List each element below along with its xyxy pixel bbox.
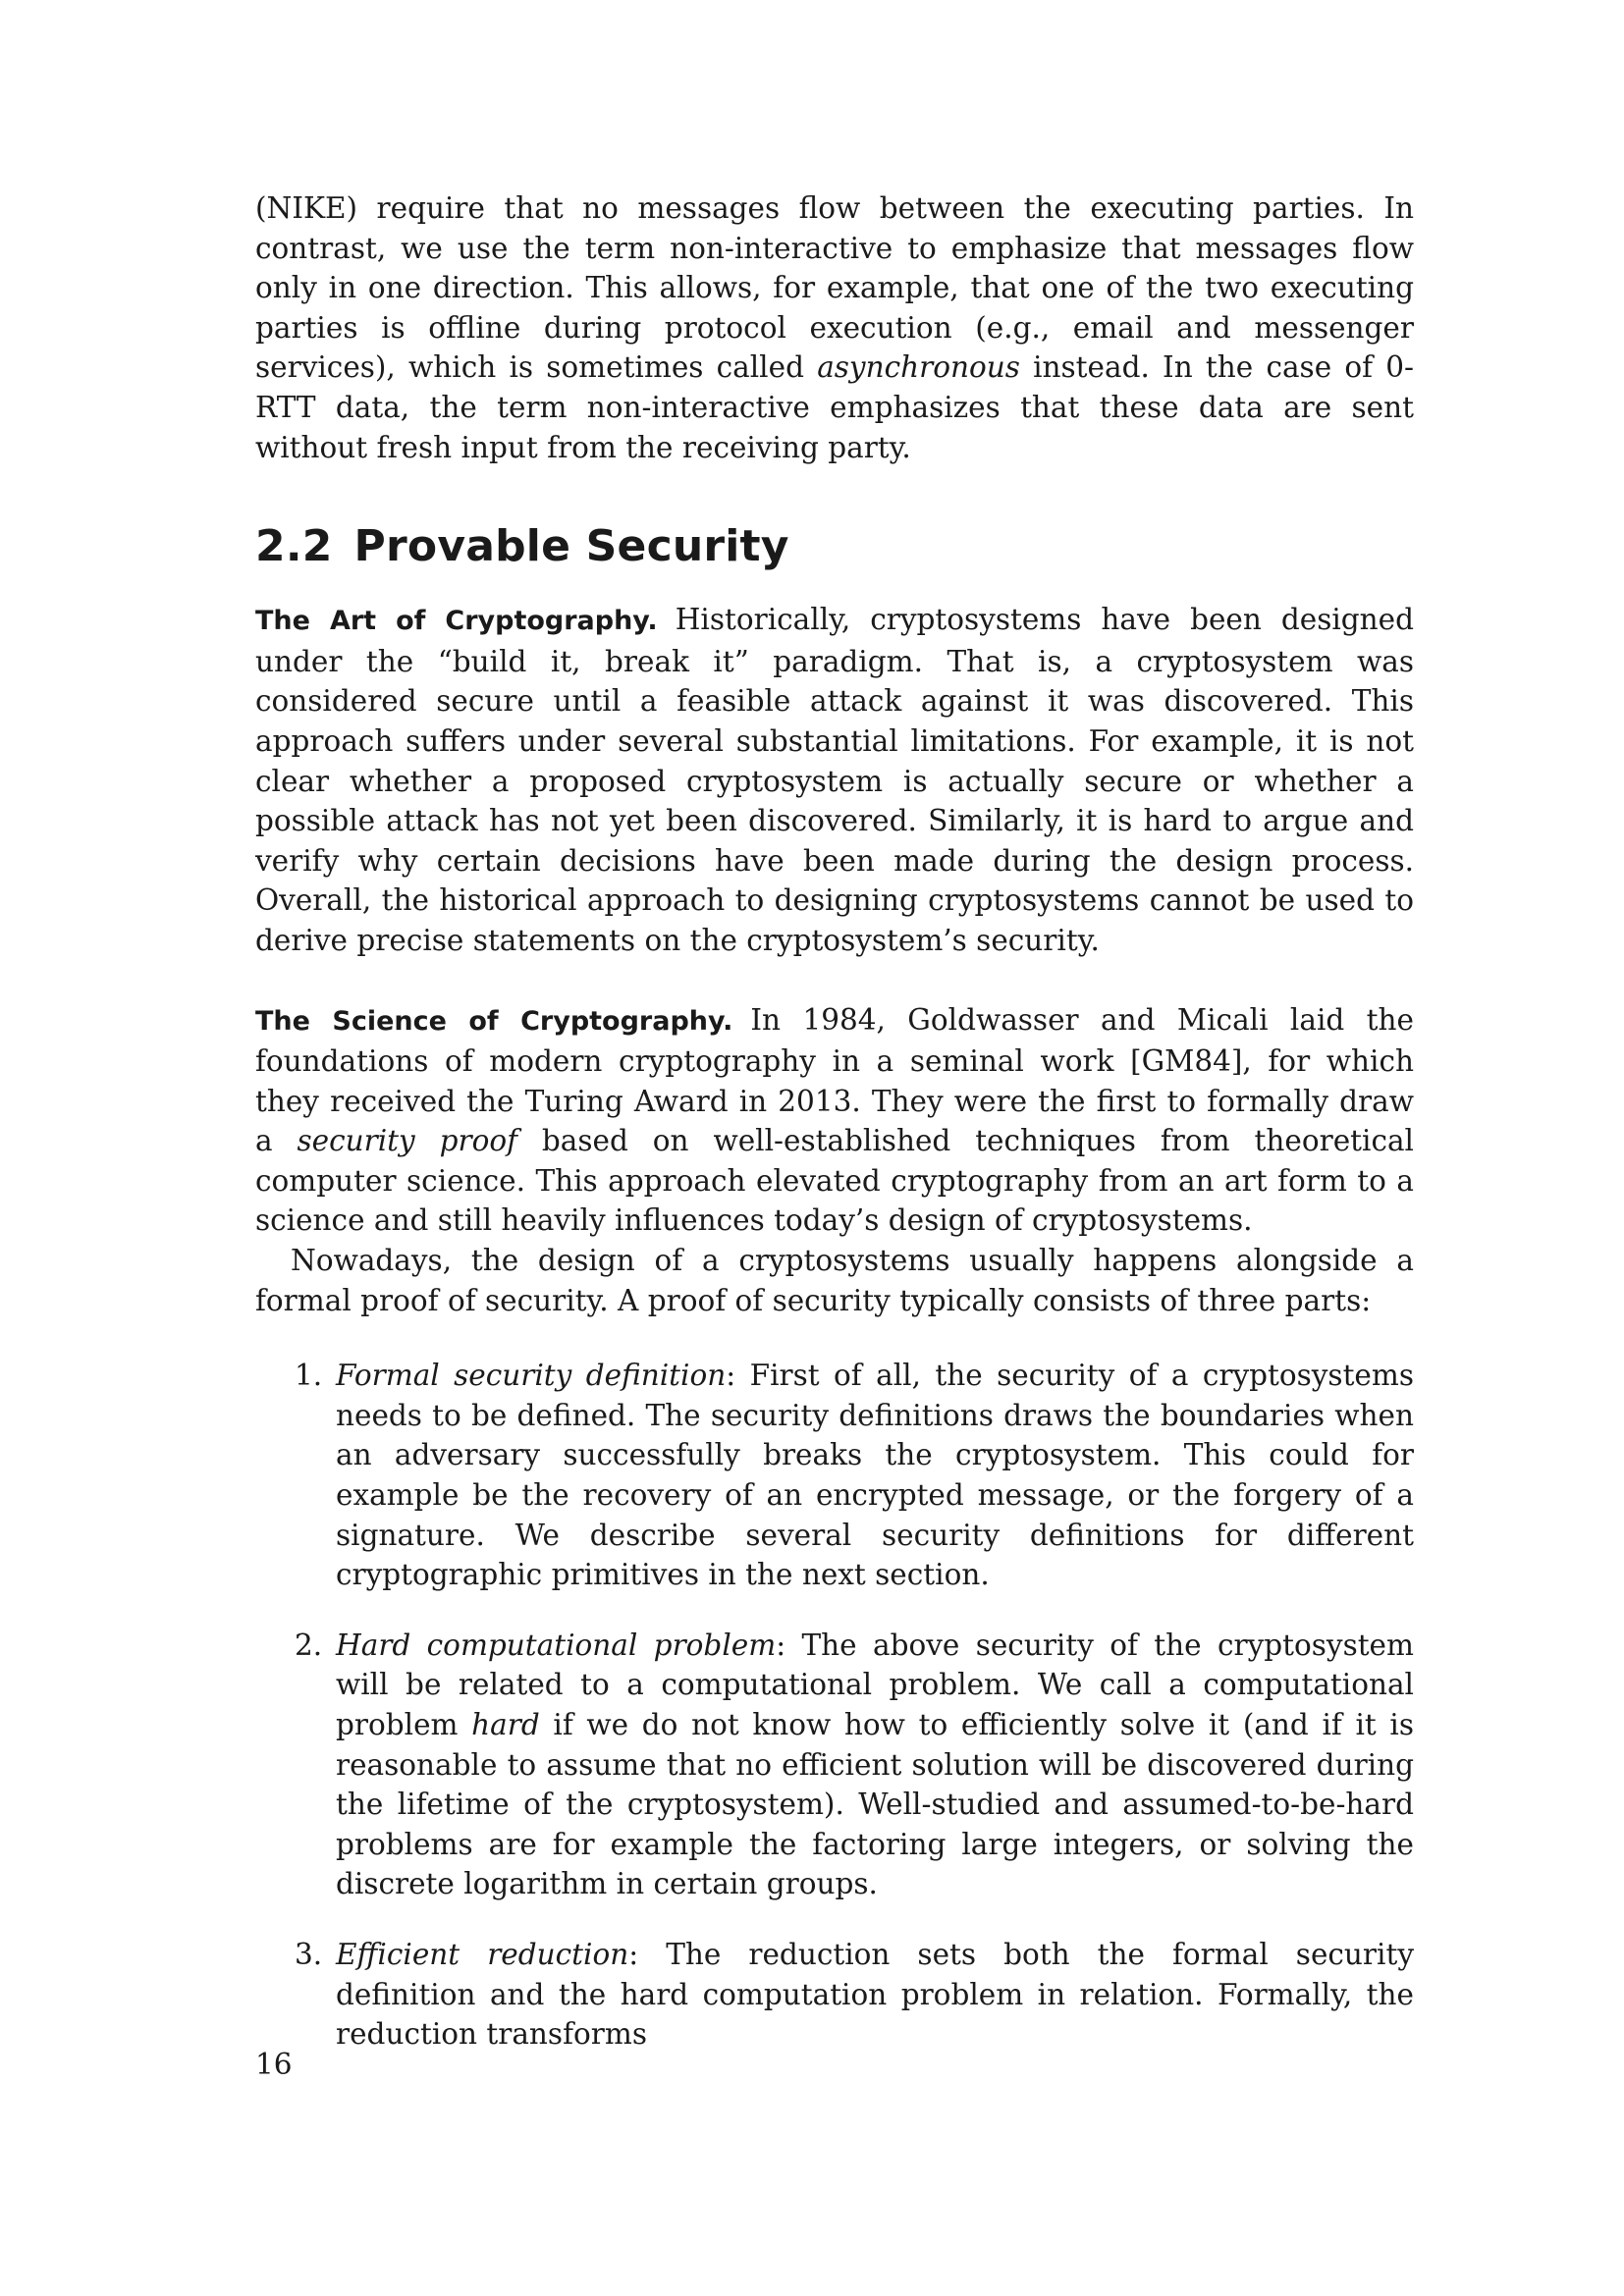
page-body (255, 188, 1414, 2085)
list-item-term: Hard computational problem (336, 1628, 777, 1662)
nowadays-paragraph: Nowadays, the design of a cryptosystems usually happens alongside a formal proof of security. A proof of security typically consists of three parts: (255, 1244, 1414, 1317)
list-item-text-before: : The reduction sets both the formal security definition and the hard computation problem in relation. Formally, the reduction transforms (336, 1937, 1414, 2052)
list-item-marker: 1. (295, 1359, 323, 1393)
page-number: 16 (255, 2048, 293, 2081)
art-paragraph-text: Historically, cryptosystems have been designed under the “build it, break it” paradigm. That is, a cryptosystem was considered secure until a feasible attack against it was discovered. This approach suffers under several substantial limitations. For example, it is not clear whether a proposed cryptosystem is actually secure or whether a possible attack has not yet been discovered. Similarly, it is hard to argue and verify why certain decisions have been made during the design process. Overall, the historical approach to designing cryptosystems cannot be used to derive precise statements on the cryptosystem’s security. (255, 603, 1415, 957)
list-item-text (336, 1356, 1414, 1595)
list-item-text (336, 1935, 1414, 2055)
list-item (255, 1626, 1414, 1904)
paragraph-gap (255, 961, 1414, 1000)
list-item-term: Formal security definition (336, 1359, 727, 1393)
proof-parts-list (255, 1356, 1414, 2055)
section-title: Provable Security (353, 521, 789, 572)
science-paragraph (255, 1000, 1414, 1242)
list-item-text-before: : First of all, the security of a cryptosystems needs to be defined. The security definitions draws the boundaries when an adversary successfully breaks the cryptosystem. This could for example be the recovery of an encrypted message, or the forgery of a signature. We describe several security definitions for different cryptographic primitives in the next section. (336, 1359, 1414, 1592)
section-number: 2.2 (255, 521, 333, 572)
list-item-text-before: : The above security of the cryptosystem will be related to a computational problem. We call a computational problem (336, 1628, 1414, 1741)
list-item-marker: 2. (295, 1628, 323, 1662)
list-item (255, 1356, 1414, 1595)
intro-emphasis: asynchronous (817, 350, 1020, 385)
science-text-before: In 1984, Goldwasser and Micali laid the foundations of modern cryptography in a seminal work [GM84], for which they received the Turing Award in 2013. They were the first to formally draw a (255, 1002, 1414, 1158)
intro-text-before: (NIKE) require that no messages flow between the executing parties. In contrast, we use the term non-interactive to emphasize that messages flow only in one direction. This allows, for example, that one of the two executing parties is offline during protocol execution (e.g., email and messenger services), which is sometimes called (255, 191, 1414, 385)
list-item (255, 1935, 1414, 2055)
list-item-text (336, 1626, 1414, 1904)
list-item-text-after: if we do not know how to efficiently solve it (and if it is reasonable to assume that no efficient solution will be discovered during the lifetime of the cryptosystem). Well-studied and assumed-to-be-hard problems are for example the factoring large integers, or solving the discrete logarithm in certain groups. (336, 1708, 1415, 1901)
science-emphasis: security proof (297, 1124, 518, 1158)
section-heading (255, 521, 1414, 572)
science-paragraph-heading: The Science of Cryptography. (255, 1005, 733, 1037)
science-text-after: based on well-established techniques from theoretical computer science. This approach elevated cryptography from an art form to a science and still heavily influences today’s design of cryptosystems. (255, 1124, 1414, 1238)
intro-text-after: instead. In the case of 0-RTT data, the term non-interactive emphasizes that these data are sent without fresh input from the receiving party. (255, 350, 1414, 464)
intro-paragraph (255, 188, 1414, 467)
art-paragraph-heading: The Art of Cryptography. (255, 606, 658, 637)
list-item-marker: 3. (295, 1937, 323, 1971)
list-item-emphasis: hard (471, 1708, 540, 1741)
list-item-term: Efficient reduction (336, 1937, 629, 1971)
art-paragraph (255, 600, 1414, 960)
